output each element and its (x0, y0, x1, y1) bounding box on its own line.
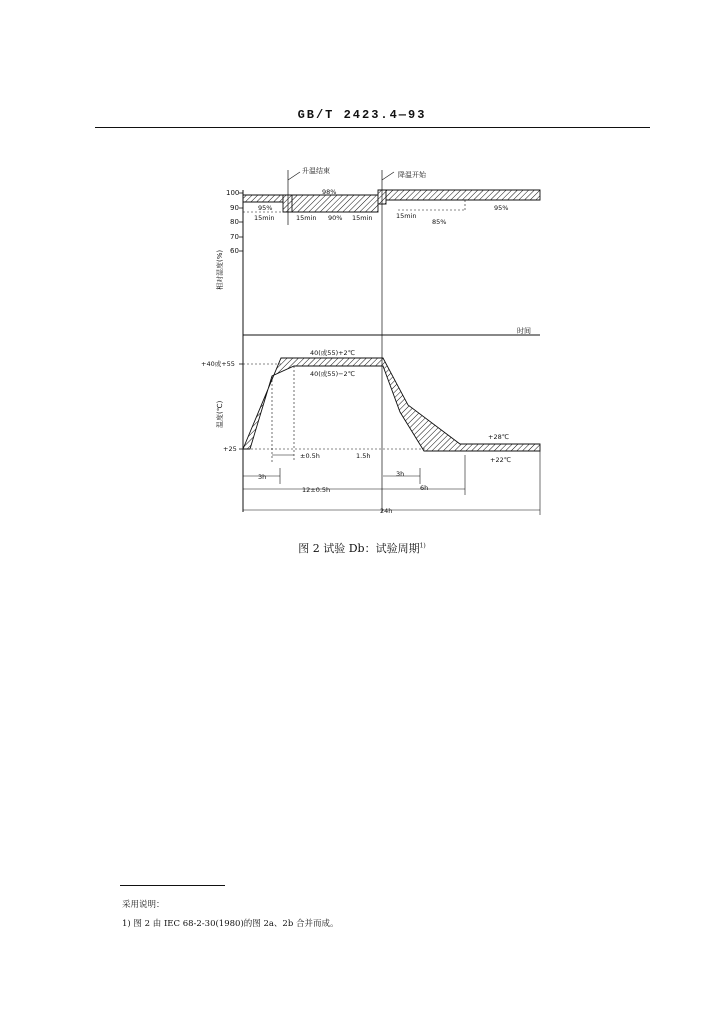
humidity-axis-label: 相对湿度(%) (216, 249, 224, 290)
dur-label-6: 6h (420, 484, 429, 492)
min-label-15a: 15min (254, 214, 275, 222)
humidity-tick-90: 90 (230, 204, 239, 212)
figure-caption (0, 540, 724, 556)
time-label: 时间 (517, 327, 531, 335)
humidity-tick-60: 60 (230, 247, 239, 255)
fall-start-label: 降温开始 (398, 171, 426, 179)
min-label-15c: 15min (352, 214, 373, 222)
humidity-ticks (239, 193, 243, 251)
temperature-axis-label: 温度(℃) (216, 400, 224, 428)
hum-label-95a: 95% (258, 204, 273, 212)
humidity-tick-80: 80 (230, 218, 239, 226)
dur-label-12: 12±0.5h (302, 486, 331, 494)
caption-note-mark: 1) (419, 542, 426, 550)
temp-lower-label: 40(或55)−2℃ (310, 370, 355, 378)
dur-label-24: 24h (380, 507, 393, 515)
footnote-title: 采用说明： (122, 900, 165, 910)
dur-label-3a: 3h (258, 473, 267, 481)
hum-label-90: 90% (328, 214, 343, 222)
temp-upper-label: 40(或55)+2℃ (310, 349, 355, 357)
footnote-rule (120, 885, 225, 886)
caption-text: 图 2 试验 Db：试验周期 (298, 542, 420, 555)
dur-label-05: ±0.5h (300, 452, 320, 460)
hum-label-98: 98% (322, 188, 337, 196)
humidity-tick-70: 70 (230, 233, 239, 241)
min-label-15b: 15min (296, 214, 317, 222)
temp-tick-high: +40或+55 (201, 360, 235, 368)
page-header: GB/T 2423.4—93 (297, 108, 427, 122)
rise-end-label: 升温结束 (302, 167, 330, 175)
min-label-15d: 15min (396, 212, 417, 220)
dur-label-15: 1.5h (356, 452, 371, 460)
dur-label-3b: 3h (396, 470, 405, 478)
temperature-guides (243, 364, 425, 462)
temp-tick-low: +25 (223, 445, 237, 453)
hum-label-85: 85% (432, 218, 447, 226)
hum-label-95b: 95% (494, 204, 509, 212)
temp-28-label: +28℃ (488, 433, 510, 441)
temp-22-label: +22℃ (490, 456, 512, 464)
humidity-tick-100: 100 (226, 189, 240, 197)
footnote-text: 1) 图 2 由 IEC 68-2-30(1980)的图 2a、2b 合并而成。 (122, 919, 339, 929)
